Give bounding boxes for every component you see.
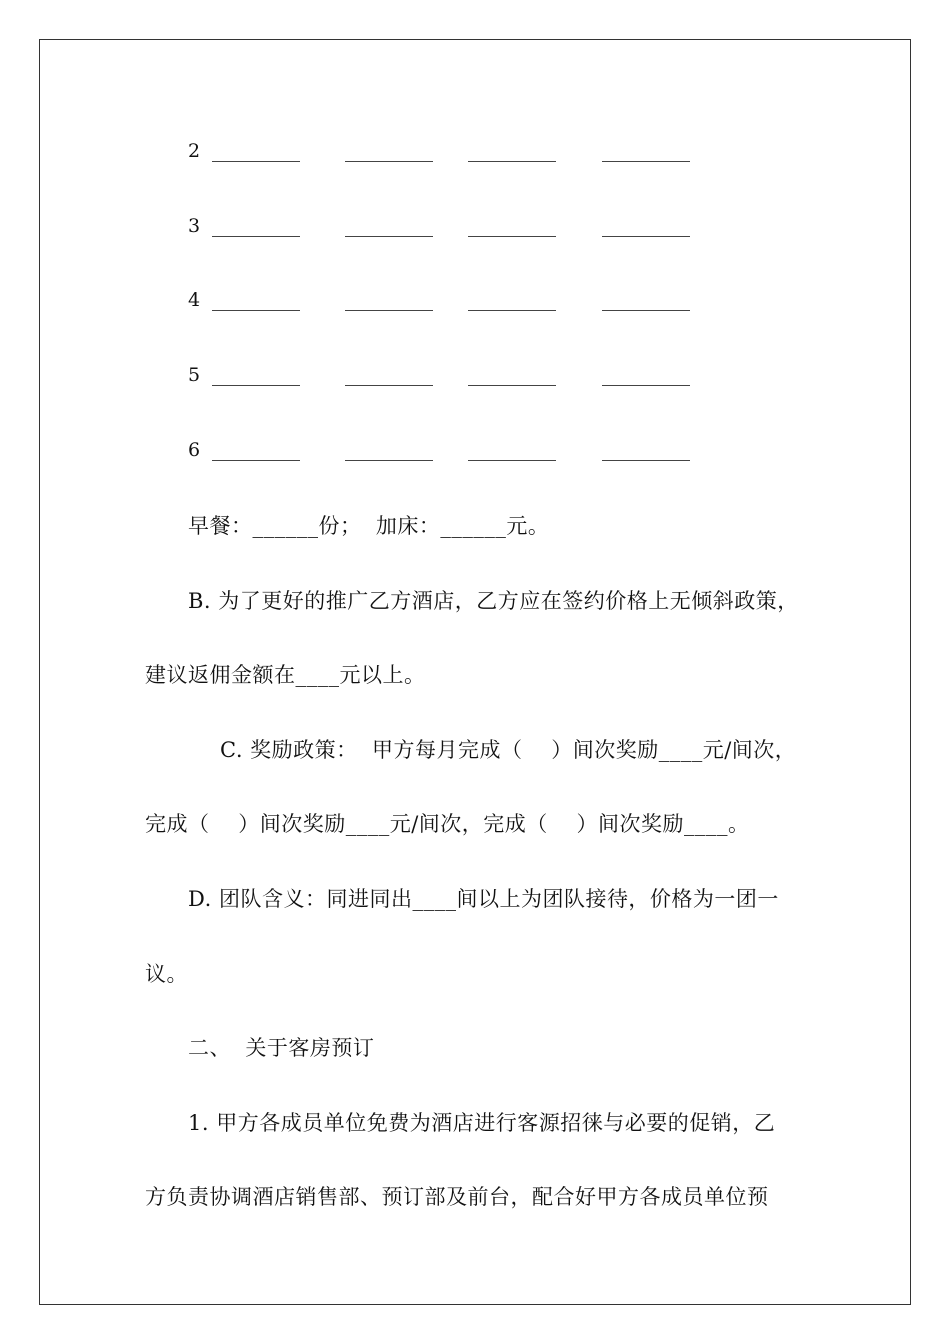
- blank-field: [468, 235, 556, 237]
- blank-field: [602, 235, 690, 237]
- breakfast-line: 早餐：______份； 加床：______元。: [188, 514, 550, 538]
- clause-c-line2: 完成（ ）间次奖励____元/间次，完成（ ）间次奖励____。: [145, 812, 750, 836]
- blank-field: [602, 459, 690, 461]
- blank-field: [602, 384, 690, 386]
- blank-field: [345, 459, 433, 461]
- paragraph-1-line1: 1. 甲方各成员单位免费为酒店进行客源招徕与必要的促销，乙: [188, 1111, 776, 1135]
- clause-d-line2: 议。: [145, 962, 188, 986]
- blank-field: [212, 384, 300, 386]
- blank-field: [212, 309, 300, 311]
- row-number: 6: [188, 439, 201, 461]
- row-number: 5: [188, 364, 201, 386]
- blank-field: [345, 309, 433, 311]
- paragraph-1-line2: 方负责协调酒店销售部、预订部及前台，配合好甲方各成员单位预: [145, 1185, 769, 1209]
- blank-field: [212, 235, 300, 237]
- blank-field: [212, 160, 300, 162]
- clause-c-line1: C. 奖励政策： 甲方每月完成（ ）间次奖励____元/间次，: [220, 738, 797, 762]
- clause-b-line2: 建议返佣金额在____元以上。: [145, 663, 426, 687]
- clause-d-line1: D. 团队含义：同进同出____间以上为团队接待，价格为一团一: [188, 887, 779, 911]
- blank-field: [345, 384, 433, 386]
- blank-field: [468, 160, 556, 162]
- blank-field: [468, 309, 556, 311]
- section-heading: 二、 关于客房预订: [188, 1036, 375, 1060]
- row-number: 4: [188, 289, 201, 311]
- row-number: 3: [188, 215, 201, 237]
- blank-field: [602, 160, 690, 162]
- blank-field: [212, 459, 300, 461]
- blank-field: [345, 160, 433, 162]
- clause-b-line1: B. 为了更好的推广乙方酒店，乙方应在签约价格上无倾斜政策，: [188, 589, 799, 613]
- blank-field: [602, 309, 690, 311]
- blank-field: [468, 459, 556, 461]
- blank-field: [345, 235, 433, 237]
- row-number: 2: [188, 140, 201, 162]
- blank-field: [468, 384, 556, 386]
